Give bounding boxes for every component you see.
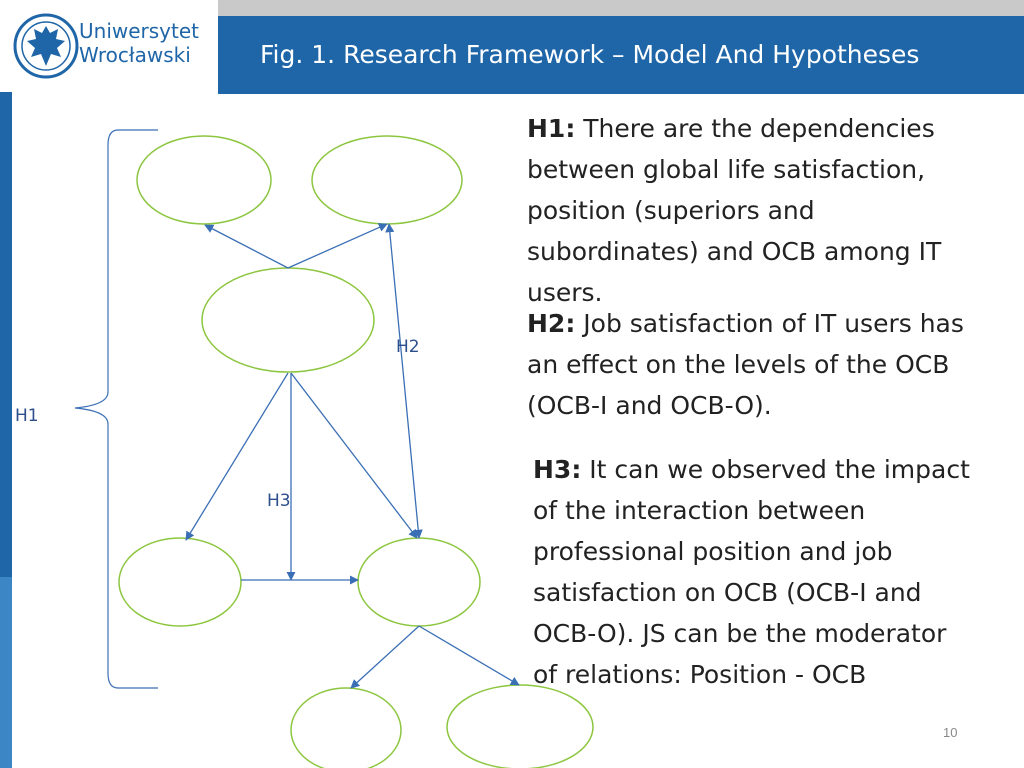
hypothesis-h1-line: position (superiors and: [527, 196, 815, 225]
page-number: 10: [943, 725, 958, 740]
logo-text-line2: Wrocławski: [79, 43, 191, 67]
construct-ellipse-top-right: [312, 136, 462, 224]
construct-ellipse-ocb-o: [447, 685, 593, 768]
slide-title: Fig. 1. Research Framework – Model And Hypotheses: [260, 40, 920, 69]
hypothesis-h3-label: H3:: [533, 455, 582, 484]
h3-label: H3: [267, 491, 291, 511]
arrow-h2: [389, 224, 419, 538]
hypothesis-h1-line: between global life satisfaction,: [527, 155, 926, 184]
hypothesis-h1-line: users.: [527, 278, 603, 307]
hypothesis-h2-line: Job satisfaction of IT users has: [575, 309, 964, 338]
arrow-middle-to-ocb: [291, 373, 417, 538]
hypothesis-h2-label: H2:: [527, 309, 576, 338]
arrow-ocb-to-ocb-i: [351, 626, 419, 688]
construct-ellipse-ocb: [358, 538, 480, 626]
hypothesis-h3-line: of the interaction between: [533, 496, 866, 525]
construct-ellipse-position: [119, 538, 241, 626]
arrow-middle-to-top-right: [288, 224, 387, 268]
arrow-ocb-to-ocb-o: [419, 626, 519, 685]
h2-label: H2: [396, 337, 420, 357]
hypothesis-h3: [533, 449, 970, 695]
h1-label: H1: [15, 406, 39, 426]
hypothesis-h1-label: H1:: [527, 114, 576, 143]
hypothesis-h3-line: OCB-O). JS can be the moderator: [533, 619, 947, 648]
hypothesis-h3-line: It can we observed the impact: [581, 455, 970, 484]
h1-brace: [75, 130, 158, 688]
construct-ellipse-top-left: [137, 136, 271, 224]
hypothesis-h2-line: an effect on the levels of the OCB: [527, 350, 950, 379]
hypothesis-h1: [527, 108, 941, 313]
hypothesis-h1-line: There are the dependencies: [575, 114, 935, 143]
construct-ellipse-middle: [202, 268, 374, 372]
hypothesis-h2-line: (OCB-I and OCB-O).: [527, 391, 772, 420]
arrow-middle-to-position: [186, 373, 288, 540]
arrow-middle-to-top-left: [205, 225, 288, 268]
construct-ellipse-ocb-i: [291, 688, 401, 768]
hypothesis-h1-line: subordinates) and OCB among IT: [527, 237, 942, 266]
hypothesis-h3-line: professional position and job: [533, 537, 893, 566]
hypothesis-h3-line: satisfaction on OCB (OCB-I and: [533, 578, 922, 607]
hypothesis-h2: [527, 303, 964, 426]
hypothesis-h3-line: of relations: Position - OCB: [533, 660, 867, 689]
logo-text-line1: Uniwersytet: [79, 19, 199, 43]
